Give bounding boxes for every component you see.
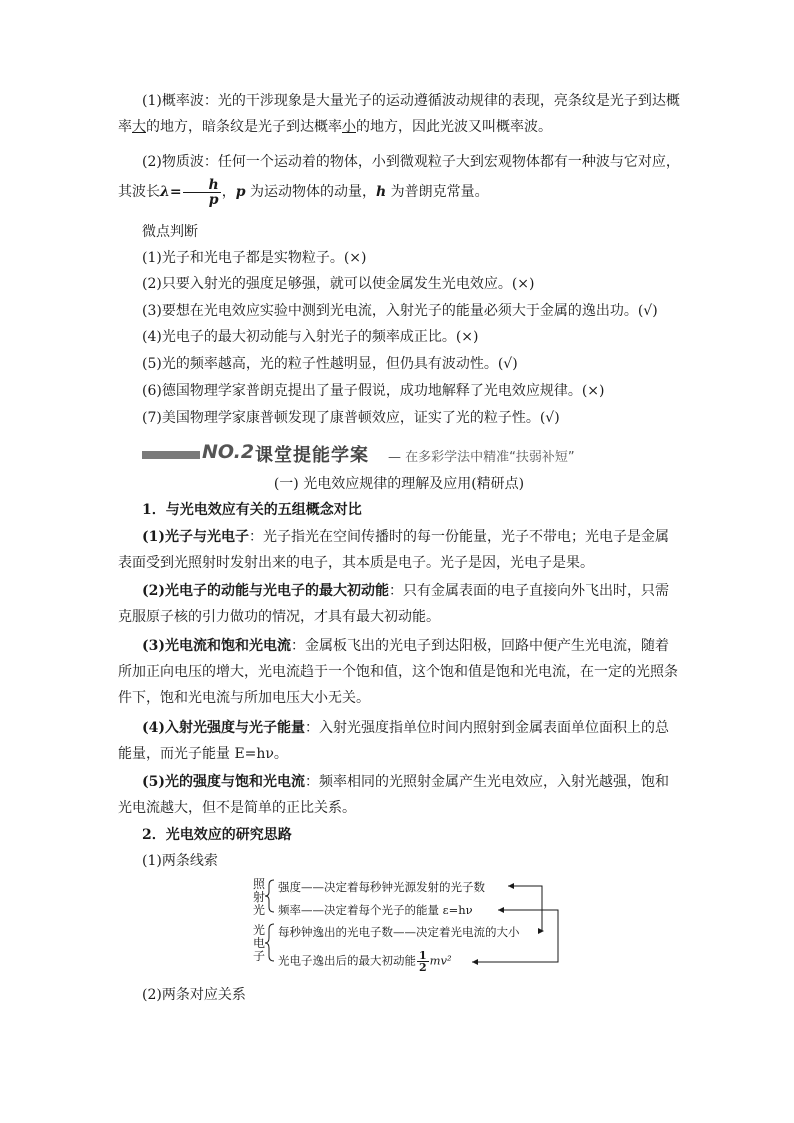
concept-text: ：金属板飞出的光电子到达阳极，回路中便产生光电流，随着所加正向电压的增大，光电流趋于一个饱和值，这个饱和值是饱和光电流，在一定的光照条件下，饱和光电流与所加电压大小无关。: [118, 638, 678, 706]
formula-lambda: λ=: [160, 184, 182, 200]
text: 的地方，因此光波又叫概率波。: [356, 119, 552, 135]
banner-bar: [142, 451, 200, 459]
diagram-row-max-kinetic-energy: [278, 950, 452, 973]
paragraph-probability-wave: [118, 88, 680, 140]
concept-key: (3)光电流和饱和光电流: [142, 638, 291, 654]
section-heading: (一) 光电效应规律的理解及应用(精研点): [273, 476, 525, 492]
fraction-denominator: p: [208, 191, 219, 208]
judge-item: (4)光电子的最大初动能与入射光子的频率成正比。(×): [142, 329, 479, 345]
banner-subtitle: — 在多彩学法中精准“扶弱补短”: [388, 450, 575, 465]
fraction-denominator: 2: [419, 961, 427, 974]
clues-diagram: [252, 876, 572, 976]
fraction-one-half: [417, 950, 429, 973]
label-incident-light: [252, 878, 266, 917]
subsection-heading: 2．光电效应的研究思路: [142, 827, 292, 843]
diagram-row-electron-count: 每秒钟逸出的光电子数——决定着光电流的大小: [278, 925, 520, 939]
text: 的地方，暗条纹是光子到达概率: [146, 119, 342, 135]
judge-item: (7)美国物理学家康普顿发现了康普顿效应，证实了光的粒子性。(√): [142, 410, 560, 426]
concept-item: [118, 524, 680, 576]
judge-item: (3)要想在光电效应实验中测到光电流，入射光子的能量必须大于金属的逸出功。(√): [142, 303, 658, 319]
symbol-h: h: [375, 184, 387, 200]
concept-item: [118, 769, 680, 821]
subsection-label: (2)两条对应关系: [142, 987, 246, 1003]
subsection-label: (1)两条线索: [142, 853, 218, 869]
label-char: 照: [252, 877, 265, 891]
banner-number: NO.2: [202, 441, 255, 463]
concept-key: (1)光子与光电子: [142, 529, 249, 545]
judge-item: (1)光子和光电子都是实物粒子。(×): [142, 250, 367, 266]
concept-item: [118, 715, 680, 767]
text: 光电子逸出后的最大初动能: [278, 953, 416, 968]
underlined-text: 小: [342, 119, 356, 135]
label-photoelectron: [252, 924, 266, 963]
label-char: 射: [252, 890, 265, 904]
fraction-h-over-p: [183, 178, 221, 207]
text: mv²: [429, 953, 452, 968]
concept-item: [118, 633, 680, 711]
text: 为普朗克常量。: [386, 184, 489, 200]
concept-key: (2)光电子的动能与光电子的最大初动能: [142, 583, 389, 599]
concept-item: [118, 578, 680, 630]
label-char: 光: [252, 923, 265, 937]
judge-item: (6)德国物理学家普朗克提出了量子假说，成功地解释了光电效应规律。(×): [142, 383, 605, 399]
text: ，: [221, 184, 236, 200]
judge-item: (2)只要入射光的强度足够强，就可以使金属发生光电效应。(×): [142, 276, 535, 292]
paragraph-matter-wave: [118, 147, 680, 207]
label-char: 光: [252, 903, 265, 917]
diagram-row-frequency: 频率——决定着每个光子的能量 ε=hν: [278, 903, 473, 917]
fraction-numerator: h: [183, 178, 221, 193]
symbol-p: p: [235, 184, 246, 200]
judge-heading: 微点判断: [142, 224, 198, 240]
concept-key: (4)入射光强度与光子能量: [142, 720, 305, 736]
concept-text: ：频率相同的光照射金属产生光电效应，入射光越强，饱和光电流越大，但不是简单的正比关系。: [118, 774, 669, 816]
fraction-numerator: 1: [419, 949, 427, 962]
text: (1)概率波：光的干涉现象是大量光子的运动遵循波动规律的表现，亮条纹是光子到达概率: [118, 93, 680, 135]
concept-key: (5)光的强度与饱和光电流: [142, 774, 305, 790]
concept-text: ：光子指光在空间传播时的每一份能量，光子不带电；光电子是金属表面受到光照射时发射出来的电子，其本质是电子。光子是因，光电子是果。: [118, 529, 669, 571]
banner-title: 课堂提能学案: [255, 445, 369, 466]
subsection-heading: 1．与光电效应有关的五组概念对比: [142, 502, 362, 518]
text: 为运动物体的动量，: [245, 184, 376, 200]
concept-text: ：只有金属表面的电子直接向外飞出时，只需克服原子核的引力做功的情况，才具有最大初动能。: [118, 583, 669, 625]
underlined-text: 大: [132, 119, 146, 135]
judge-item: (5)光的频率越高，光的粒子性越明显，但仍具有波动性。(√): [142, 356, 518, 372]
diagram-row-intensity: 强度——决定着每秒钟光源发射的光子数: [278, 880, 485, 894]
concept-text: ：入射光强度指单位时间内照射到金属表面单位面积上的总能量，而光子能量 E=hν。: [118, 720, 669, 762]
text: (2)物质波：任何一个运动着的物体，小到微观粒子大到宏观物体都有一种波与它对应，其波长: [118, 154, 680, 200]
label-char: 子: [252, 949, 265, 963]
label-char: 电: [252, 936, 265, 950]
section-banner: [142, 441, 662, 471]
